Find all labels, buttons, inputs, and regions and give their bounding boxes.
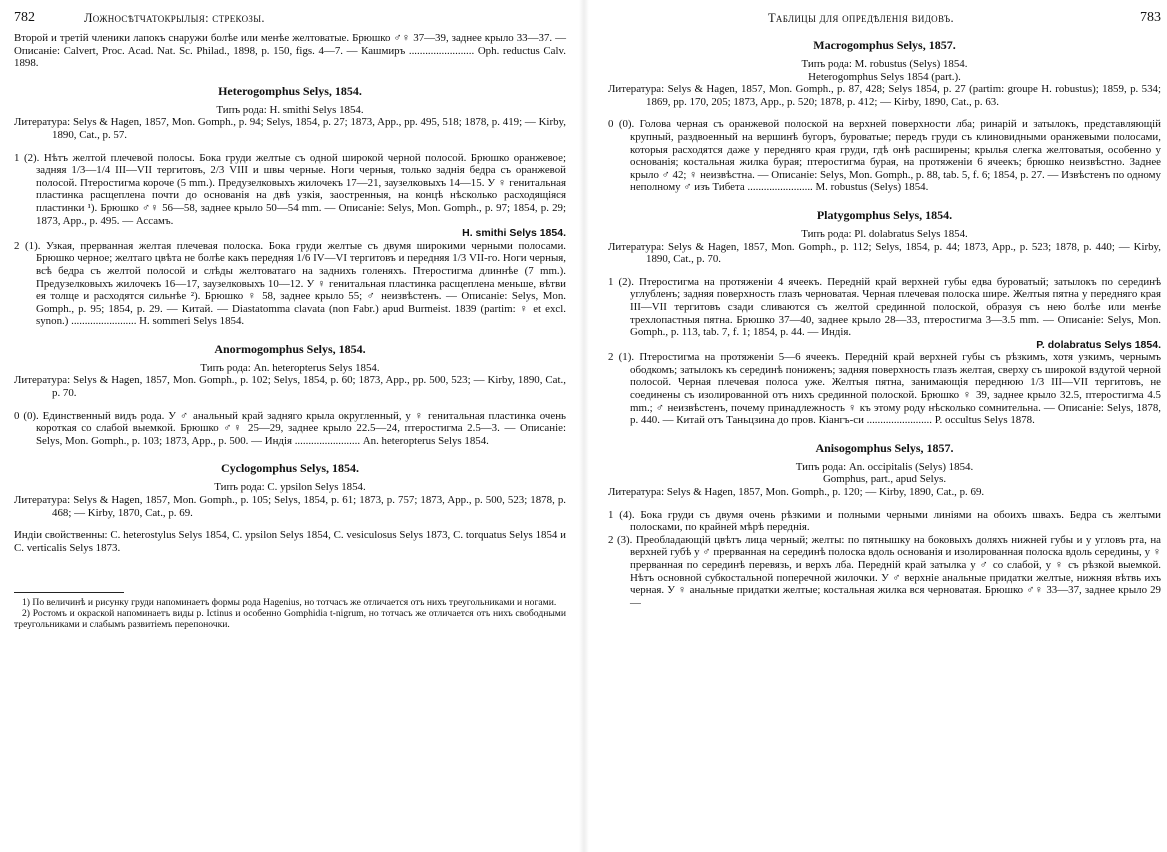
key-couplet: 2 (3). Преобладающій цвѣтъ лица черный; желты: по пятнышку на боковыхъ доляхъ нижней губы и у угловъ рта, на верхней губѣ у ♂ прерванная на серединѣ полоска вдоль основанія и изолированная полоска вдоль середины, у ♀ прерванная по серединѣ перевязь, и верхъ лба. Передній край затылка у ♂ со слабой, у ♀ съ рѣзкой выемкой. Нѣтъ основной субкостальной поперечной жилочки. У ♂ верхніе анальные придатки желтые, нижняя вѣтвь ихъ черная. У ♀ анальные придатки желтые; костальная жилка вся черноватая. Брюшко ♂♀ 33—37, заднее крыло 29— <box>608 533 1161 609</box>
species-name: H. smithi Selys 1854. <box>462 227 566 240</box>
genus-type: Типъ рода: M. robustus (Selys) 1854. <box>801 58 968 70</box>
genus-literature: Литература: Selys & Hagen, 1857, Mon. Gomph., p. 112; Selys, 1854, p. 44; 1873, App., p. 523; 1878, p. 440; — Kirby, 1890, Cat., p. 70. <box>608 240 1161 266</box>
genus-literature: Литература: Selys & Hagen, 1857, Mon. Gomph., p. 102; Selys, 1854, p. 60; 1873, App., pp. 500, 523; — Kirby, 1890, Cat., p. 70. <box>14 374 566 400</box>
page-left <box>0 0 572 852</box>
genus-literature: Литература: Selys & Hagen, 1857, Mon. Gomph., p. 94; Selys, 1854, p. 27; 1873, App., pp. 495, 518; 1878, p. 419; — Kirby, 1890, Cat., p. 57. <box>14 116 566 141</box>
genus-macrogomphus <box>608 38 1161 194</box>
footnote: 2) Ростомъ и окраской напоминаетъ виды р. Ictinus и особенно Gomphidia t-nigrum, но тотчасъ же отличается отъ нихъ свободными треугольниками и слабымъ развитіемъ перепоночки. <box>14 608 566 631</box>
genus-type: Типъ рода: An. occipitalis (Selys) 1854. <box>795 460 974 473</box>
genus-cyclogomphus <box>14 461 566 554</box>
intro-paragraph: Второй и третій членики лапокъ снаружи болѣе или менѣе желтоватые. Брюшко ♂♀ 37—39, заднее крыло 33—37. — Описаніе: Calvert, Proc. Acad. Nat. Sc. Philad., 1898, p. 150, figs. 4—7. — Кашмиръ ........................ Oph. reductus Calv. 1898. <box>14 32 566 70</box>
genus-heterogomphus <box>14 84 566 328</box>
footnote-rule <box>14 592 124 593</box>
species-name: P. dolabratus Selys 1854. <box>1036 338 1161 351</box>
genus-synonym: Gomphus, part., apud Selys. <box>822 473 947 486</box>
key-couplet: 1 (2). Птеростигма на протяженіи 4 ячеекъ. Передній край верхней губы едва буроватый; затылокъ по серединѣ углубленъ; задняя поверхность глазъ черноватая. Черная плечевая полоска шире. Желтыя пятна у передняго края III—VII тергитовъ сзади сливаются съ желтой срединной полоской, образуя съ нею болѣе или менѣе трехлопастныя пятна. Брюшко 37—40, заднее крыло 28—33, птеростигма 3—3.5 mm. — Описаніе: Selys, Mon. Gomph., p. 113, tab. 7, f. 1; 1854, p. 44. — Индія. <box>608 275 1161 339</box>
genus-heading: Platygomphus Selys, 1854. <box>816 207 953 222</box>
genus-literature: Литература: Selys & Hagen, 1857, Mon. Gomph., p. 105; Selys, 1854, p. 61; 1873, p. 757; 1873, App., p. 500, 523; 1878, p. 468; — Kirby, 1870, Cat., p. 69. <box>14 494 566 519</box>
page-number: 782 <box>14 10 35 25</box>
species-list: Индіи свойственны: C. heterostylus Selys 1854, C. ypsilon Selys 1854, C. vesiculosus Selys 1873, C. torquatus Selys 1854 и C. verticalis Selys 1873. <box>14 529 566 554</box>
book-gutter <box>579 0 589 852</box>
genus-literature: Литература: Selys & Hagen, 1857, Mon. Gomph., p. 87, 428; Selys 1854, p. 27 (partim: groupe H. robustus); 1859, p. 534; 1869, pp. 170, 205; 1873, App., p. 520; 1878, p. 412; — Kirby, 1890, Cat., p. 63. <box>608 83 1161 108</box>
key-couplet: 1 (4). Бока груди съ двумя очень рѣзкими и полными черными линіями на обоихъ швахъ. Бедра съ желтыми полосками, по крайней мѣрѣ переднія. <box>608 508 1161 534</box>
genus-heading: Heterogomphus Selys, 1854. <box>218 83 362 98</box>
key-couplet: 2 (1). Узкая, прерванная желтая плечевая полоска. Бока груди желтые съ двумя широкими черными полосами. Брюшко черное; желтаго цвѣта не болѣе какъ передняя 1/6 IV—VI тергитовъ и передняя 1/3 VII-го. Ноги черныя, всѣ бедра съ желтой полосой и слѣды желтоватаго на заднихъ голеняхъ. Птеростигма длиннѣе (7 mm.). Предузелковыхъ жилочекъ 16—17, заузелковыхъ 10—12. У ♀ генитальная пластинка расщеплена меньше, вѣтви ея толще и расходятся сильнѣе ²). Брюшко ♀ 58, заднее крыло 55; ♂ неизвѣстенъ. — Описаніе: Selys, Mon. Gomph., p. 95; 1854, p. 29. — Китай. — Diastatomma clavata (non Fabr.) apud Burmeist. 1839 (partim: ♀ et excl. synon.) ........................ H. sommeri Selys 1854. <box>14 239 566 328</box>
key-couplet: 0 (0). Голова черная съ оранжевой полоской на верхней поверхности лба; ринарій и затылокъ, представляющій крупный, раздвоенный на вершинѣ бугоръ, буроватые; передъ груди съ клиновидными оранжевыми полосами, которыя расходятся даже у передняго края груди, гдѣ онѣ расширены; крылья слегка желтоватыя, особенно у основанія; костальная жилка бурая; птеростигма бурая, на протяженіи 6 ячеекъ; брюшко неизвѣстно. Заднее крыло ♂ 42; ♀ неизвѣстна. — Описаніе: Selys, Mon. Gomph., p. 88, tab. 5, f. 6; 1854, p. 27. — Извѣстенъ по одному неполному ♂ изъ Тибета ........................ M. robustus (Selys) 1854. <box>608 118 1162 194</box>
running-title: Ложносѣтчатокрылыя: стрекозы. <box>84 11 265 25</box>
genus-anormogomphus <box>14 342 566 448</box>
key-couplet: 1 (2). Нѣтъ желтой плечевой полосы. Бока груди желтые съ одной широкой черной полосой. Брюшко оранжевое; задняя 1/3—1/4 III—VII тергитовъ, 2/3 VIII и швы черные. Ноги черныя, только заднія бедра съ оранжевой полосой. Птеростигма короче (5 mm.). Предузелковыхъ жилочекъ 17—21, заузелковыхъ 14—15. У ♀ генитальная пластинка расщеплена почти до основанія на двѣ узкія, заостренныя, на концѣ нѣсколько расходящіяся пластинки ¹). Брюшко ♂♀ 56—58, заднее крыло 50—54 mm. — Описаніе: Selys, Mon. Gomph., p. 97; 1854, p. 29; 1873, App., p. 495. — Ассамъ. <box>14 151 566 227</box>
page-right <box>596 0 1167 852</box>
genus-platygomphus <box>608 208 1161 427</box>
genus-type: Типъ рода: H. smithi Selys 1854. <box>216 103 364 116</box>
running-title: Таблицы для опредѣленія видовъ. <box>768 11 954 25</box>
genus-heading: Cyclogomphus Selys, 1854. <box>220 461 360 476</box>
key-couplet: 0 (0). Единственный видъ рода. У ♂ анальный край задняго крыла округленный, у ♀ генитальная пластинка очень короткая со слабой выемкой. Брюшко ♂♀ 25—29, заднее крыло 22.5—24, птеростигма 2.5—3. — Описаніе: Selys, Mon. Gomph., p. 103; 1873, App., p. 500. — Индія ........................ An. heteropterus Selys 1854. <box>14 409 566 447</box>
genus-anisogomphus <box>608 441 1161 610</box>
genus-heading: Macrogomphus Selys, 1857. <box>813 38 956 52</box>
footnote: 1) По величинѣ и рисунку груди напоминаетъ формы рода Hagenius, но тотчасъ же отличается отъ нихъ треугольниками и ногами. <box>22 597 557 609</box>
genus-type: Типъ рода: C. ypsilon Selys 1854. <box>214 481 366 494</box>
genus-type: Типъ рода: Pl. dolabratus Selys 1854. <box>801 227 968 240</box>
genus-heading: Anisogomphus Selys, 1857. <box>815 440 954 455</box>
key-couplet: 2 (1). Птеростигма на протяженіи 5—6 ячеекъ. Передній край верхней губы съ рѣзкимъ, хотя узкимъ, чернымъ ободкомъ; затылокъ къ серединѣ пониженъ; задняя поверхность глазъ желтая, сверху съ широкой вздутой черной полосой. Черная плечевая полоса уже. Желтыя пятна, занимающія переднюю 1/3 III—VII тергитовъ, не соединены съ изолированной отъ нихъ срединной полоской. Брюшко ♀ 39, заднее крыло 32.5, птеростигма 4.5 mm.; ♂ неизвѣстенъ, почему принадлежность ♀ къ этому роду нѣсколько сомнительна. — Описаніе: Selys, 1878, p. 440. — Китай отъ Таньцзина до пров. Кіангъ-си ........................ P. occultus Selys 1878. <box>608 351 1161 427</box>
genus-synonym: Heterogomphus Selys 1854 (part.). <box>808 70 961 83</box>
genus-type: Типъ рода: An. heteropterus Selys 1854. <box>200 361 380 374</box>
running-header <box>608 10 1161 32</box>
page-number: 783 <box>1140 10 1161 25</box>
genus-literature: Литература: Selys & Hagen, 1857, Mon. Gomph., p. 120; — Kirby, 1890, Cat., p. 69. <box>608 486 985 499</box>
genus-heading: Anormogomphus Selys, 1854. <box>214 341 366 356</box>
running-header <box>14 10 566 32</box>
